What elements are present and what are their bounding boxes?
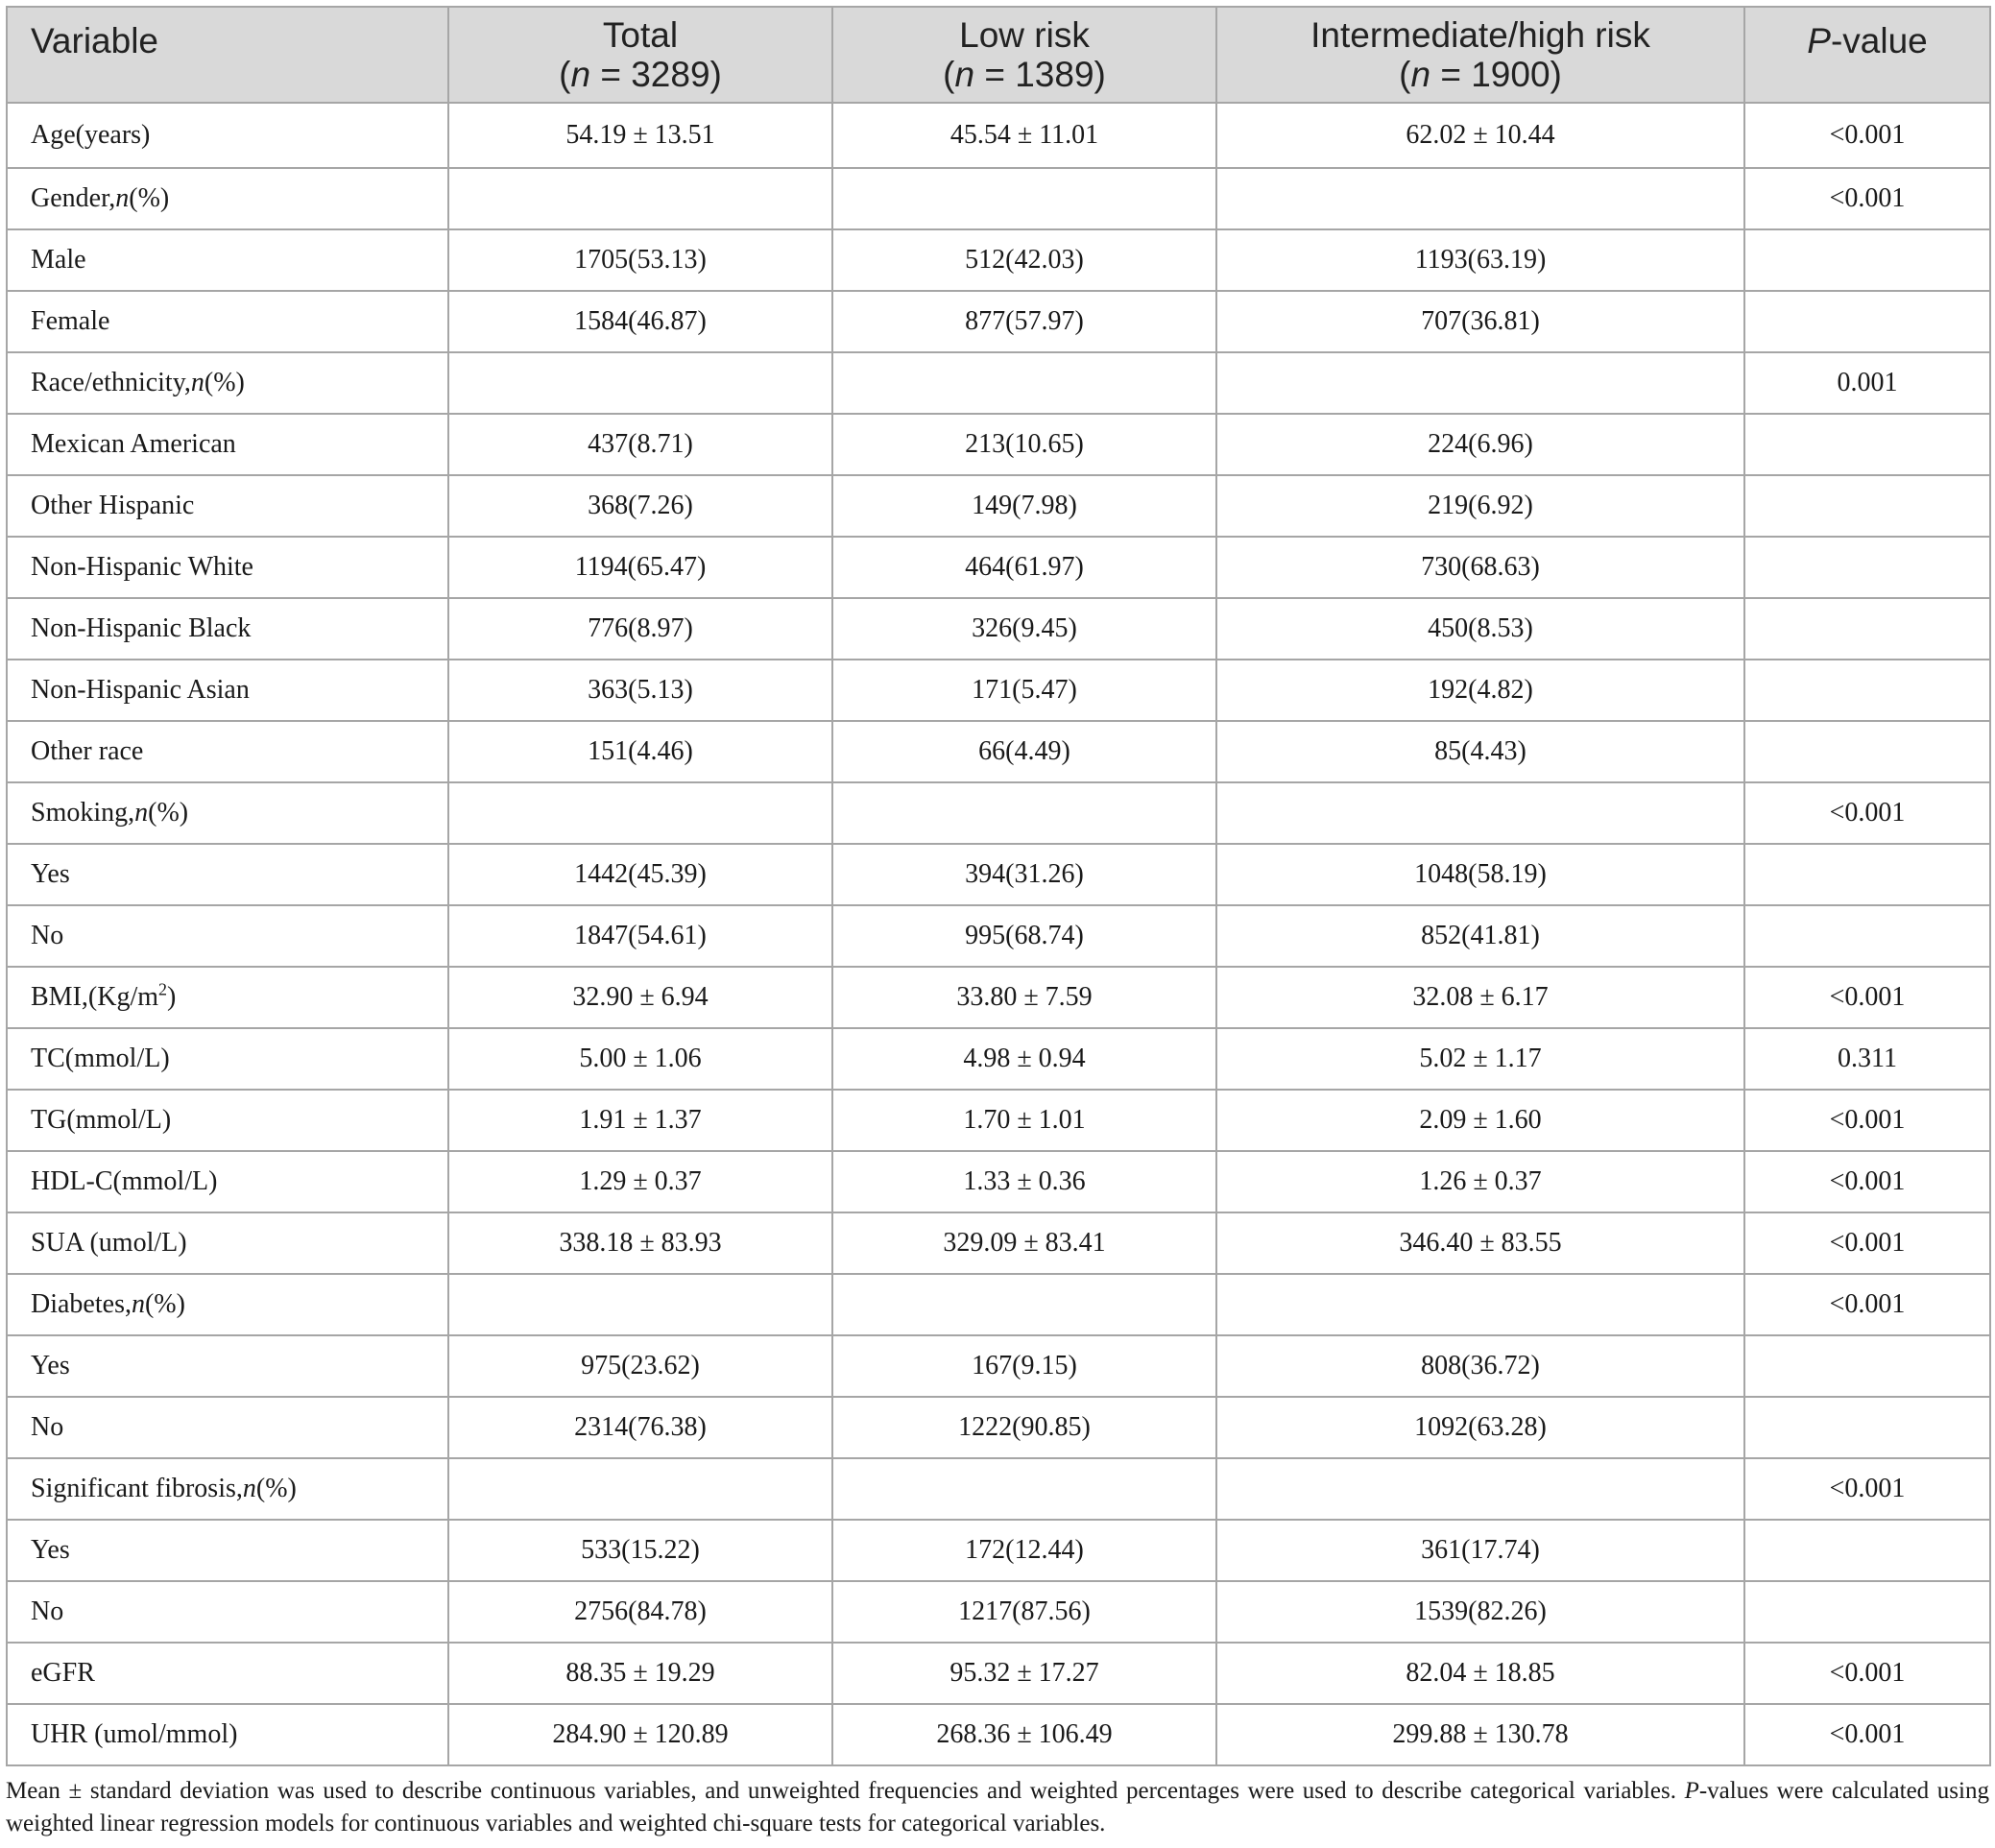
cell-p-value: <0.001 (1744, 1458, 1990, 1520)
row-label: Yes (7, 844, 448, 905)
row-label: No (7, 1581, 448, 1643)
table-footnote: Mean ± standard deviation was used to describe continuous variables, and unweighted frequencies and weighted percentages were used to describe categorical variables. P-values were calculated using weighted linear regression models for continuous variables and weighted chi-square tests for categorical variables. (6, 1778, 1989, 1836)
cell-intermediate-high-risk: 1.26 ± 0.37 (1216, 1151, 1744, 1212)
table-row (7, 1151, 1990, 1212)
row-label: Other Hispanic (7, 475, 448, 537)
cell-intermediate-high-risk: 5.02 ± 1.17 (1216, 1028, 1744, 1090)
row-label: Other race (7, 721, 448, 782)
table-row (7, 598, 1990, 660)
baseline-characteristics-table (6, 6, 1991, 1766)
row-label: Race/ethnicity,n(%) (7, 352, 448, 414)
cell-low-risk: 45.54 ± 11.01 (832, 103, 1216, 168)
cell-intermediate-high-risk: 1193(63.19) (1216, 229, 1744, 291)
table-row (7, 1704, 1990, 1765)
table-row (7, 721, 1990, 782)
cell-intermediate-high-risk: 808(36.72) (1216, 1335, 1744, 1397)
cell-total: 776(8.97) (448, 598, 832, 660)
cell-low-risk (832, 1274, 1216, 1335)
row-label: No (7, 1397, 448, 1458)
header-intermediate-high-risk: Intermediate/high risk (n = 1900) (1216, 7, 1744, 103)
cell-intermediate-high-risk: 219(6.92) (1216, 475, 1744, 537)
table-body (7, 103, 1990, 1765)
cell-total: 975(23.62) (448, 1335, 832, 1397)
cell-low-risk: 268.36 ± 106.49 (832, 1704, 1216, 1765)
cell-intermediate-high-risk: 85(4.43) (1216, 721, 1744, 782)
cell-low-risk: 4.98 ± 0.94 (832, 1028, 1216, 1090)
cell-p-value (1744, 537, 1990, 598)
cell-total: 437(8.71) (448, 414, 832, 475)
cell-total: 2756(84.78) (448, 1581, 832, 1643)
row-label: Gender,n(%) (7, 168, 448, 229)
table-row (7, 291, 1990, 352)
cell-low-risk: 1.33 ± 0.36 (832, 1151, 1216, 1212)
cell-intermediate-high-risk (1216, 782, 1744, 844)
cell-intermediate-high-risk: 730(68.63) (1216, 537, 1744, 598)
cell-low-risk (832, 168, 1216, 229)
row-label: Yes (7, 1335, 448, 1397)
row-label: TC(mmol/L) (7, 1028, 448, 1090)
row-label: Diabetes,n(%) (7, 1274, 448, 1335)
cell-p-value (1744, 414, 1990, 475)
cell-total (448, 352, 832, 414)
row-label: Smoking,n(%) (7, 782, 448, 844)
header-variable: Variable (7, 7, 448, 103)
cell-low-risk: 512(42.03) (832, 229, 1216, 291)
cell-low-risk: 171(5.47) (832, 660, 1216, 721)
row-label: Yes (7, 1520, 448, 1581)
cell-intermediate-high-risk: 361(17.74) (1216, 1520, 1744, 1581)
cell-low-risk: 66(4.49) (832, 721, 1216, 782)
cell-low-risk: 1217(87.56) (832, 1581, 1216, 1643)
cell-low-risk: 172(12.44) (832, 1520, 1216, 1581)
cell-intermediate-high-risk: 62.02 ± 10.44 (1216, 103, 1744, 168)
cell-p-value (1744, 1520, 1990, 1581)
cell-intermediate-high-risk: 192(4.82) (1216, 660, 1744, 721)
cell-total: 368(7.26) (448, 475, 832, 537)
row-label: Non-Hispanic Black (7, 598, 448, 660)
cell-total: 1847(54.61) (448, 905, 832, 967)
cell-intermediate-high-risk (1216, 352, 1744, 414)
cell-total: 1442(45.39) (448, 844, 832, 905)
table-row (7, 1028, 1990, 1090)
cell-p-value (1744, 475, 1990, 537)
cell-intermediate-high-risk (1216, 168, 1744, 229)
cell-p-value: <0.001 (1744, 1090, 1990, 1151)
table-row (7, 905, 1990, 967)
cell-low-risk: 213(10.65) (832, 414, 1216, 475)
table-row (7, 475, 1990, 537)
cell-intermediate-high-risk: 852(41.81) (1216, 905, 1744, 967)
header-row (7, 7, 1990, 103)
cell-low-risk: 326(9.45) (832, 598, 1216, 660)
cell-low-risk: 167(9.15) (832, 1335, 1216, 1397)
header-p-value: P-value (1744, 7, 1990, 103)
header-low-risk: Low risk (n = 1389) (832, 7, 1216, 103)
cell-low-risk: 329.09 ± 83.41 (832, 1212, 1216, 1274)
cell-total: 151(4.46) (448, 721, 832, 782)
row-label: Significant fibrosis,n(%) (7, 1458, 448, 1520)
cell-low-risk: 95.32 ± 17.27 (832, 1643, 1216, 1704)
table-row (7, 967, 1990, 1028)
table-row (7, 1212, 1990, 1274)
row-label: Age(years) (7, 103, 448, 168)
cell-low-risk (832, 1458, 1216, 1520)
cell-intermediate-high-risk: 224(6.96) (1216, 414, 1744, 475)
row-label: No (7, 905, 448, 967)
cell-p-value (1744, 905, 1990, 967)
cell-p-value (1744, 229, 1990, 291)
cell-p-value: 0.311 (1744, 1028, 1990, 1090)
cell-total: 1194(65.47) (448, 537, 832, 598)
cell-total: 1705(53.13) (448, 229, 832, 291)
cell-p-value (1744, 1335, 1990, 1397)
table-row (7, 1397, 1990, 1458)
row-label: Mexican American (7, 414, 448, 475)
cell-total (448, 782, 832, 844)
cell-low-risk (832, 782, 1216, 844)
cell-total: 338.18 ± 83.93 (448, 1212, 832, 1274)
cell-total: 1.29 ± 0.37 (448, 1151, 832, 1212)
cell-low-risk: 149(7.98) (832, 475, 1216, 537)
cell-p-value (1744, 721, 1990, 782)
cell-p-value: <0.001 (1744, 1643, 1990, 1704)
row-label: Female (7, 291, 448, 352)
table-row (7, 844, 1990, 905)
cell-p-value (1744, 1397, 1990, 1458)
cell-p-value: <0.001 (1744, 1151, 1990, 1212)
cell-low-risk: 1.70 ± 1.01 (832, 1090, 1216, 1151)
cell-total (448, 1458, 832, 1520)
table-row (7, 1581, 1990, 1643)
cell-total (448, 168, 832, 229)
cell-low-risk: 1222(90.85) (832, 1397, 1216, 1458)
table-row (7, 1335, 1990, 1397)
cell-p-value: <0.001 (1744, 103, 1990, 168)
cell-p-value: <0.001 (1744, 1212, 1990, 1274)
table-row (7, 103, 1990, 168)
cell-total: 2314(76.38) (448, 1397, 832, 1458)
cell-p-value (1744, 660, 1990, 721)
cell-p-value: <0.001 (1744, 1704, 1990, 1765)
row-label: $BMI,(Kg/m^2)$ (7, 967, 448, 1028)
cell-low-risk (832, 352, 1216, 414)
cell-total: 1.91 ± 1.37 (448, 1090, 832, 1151)
cell-low-risk: 394(31.26) (832, 844, 1216, 905)
table-row (7, 352, 1990, 414)
row-label: HDL-C(mmol/L) (7, 1151, 448, 1212)
row-label: Non-Hispanic White (7, 537, 448, 598)
cell-total: 5.00 ± 1.06 (448, 1028, 832, 1090)
table-row (7, 229, 1990, 291)
cell-intermediate-high-risk: 82.04 ± 18.85 (1216, 1643, 1744, 1704)
table-row (7, 1090, 1990, 1151)
table-row (7, 1520, 1990, 1581)
cell-total: 363(5.13) (448, 660, 832, 721)
cell-intermediate-high-risk (1216, 1274, 1744, 1335)
row-label: Male (7, 229, 448, 291)
cell-p-value: <0.001 (1744, 967, 1990, 1028)
cell-total: 88.35 ± 19.29 (448, 1643, 832, 1704)
table-row (7, 1458, 1990, 1520)
table-row (7, 782, 1990, 844)
cell-p-value: <0.001 (1744, 782, 1990, 844)
cell-intermediate-high-risk: 346.40 ± 83.55 (1216, 1212, 1744, 1274)
table-row (7, 1643, 1990, 1704)
cell-intermediate-high-risk: 707(36.81) (1216, 291, 1744, 352)
table-row (7, 414, 1990, 475)
row-label: UHR (umol/mmol) (7, 1704, 448, 1765)
cell-total (448, 1274, 832, 1335)
cell-low-risk: 995(68.74) (832, 905, 1216, 967)
cell-intermediate-high-risk: 450(8.53) (1216, 598, 1744, 660)
table-row (7, 168, 1990, 229)
cell-intermediate-high-risk (1216, 1458, 1744, 1520)
row-label: eGFR (7, 1643, 448, 1704)
row-label: SUA (umol/L) (7, 1212, 448, 1274)
cell-intermediate-high-risk: 2.09 ± 1.60 (1216, 1090, 1744, 1151)
cell-p-value: 0.001 (1744, 352, 1990, 414)
cell-total: 533(15.22) (448, 1520, 832, 1581)
cell-low-risk: 33.80 ± 7.59 (832, 967, 1216, 1028)
cell-p-value (1744, 1581, 1990, 1643)
cell-p-value (1744, 291, 1990, 352)
cell-intermediate-high-risk: 1539(82.26) (1216, 1581, 1744, 1643)
table-row (7, 660, 1990, 721)
table-row (7, 1274, 1990, 1335)
header-total: Total (n = 3289) (448, 7, 832, 103)
cell-total: 284.90 ± 120.89 (448, 1704, 832, 1765)
table-container (6, 6, 1989, 1766)
cell-p-value (1744, 844, 1990, 905)
cell-total: 32.90 ± 6.94 (448, 967, 832, 1028)
row-label: Non-Hispanic Asian (7, 660, 448, 721)
cell-p-value (1744, 598, 1990, 660)
cell-intermediate-high-risk: 1048(58.19) (1216, 844, 1744, 905)
cell-intermediate-high-risk: 299.88 ± 130.78 (1216, 1704, 1744, 1765)
cell-low-risk: 877(57.97) (832, 291, 1216, 352)
cell-low-risk: 464(61.97) (832, 537, 1216, 598)
row-label: TG(mmol/L) (7, 1090, 448, 1151)
cell-intermediate-high-risk: 1092(63.28) (1216, 1397, 1744, 1458)
table-row (7, 537, 1990, 598)
cell-p-value: <0.001 (1744, 1274, 1990, 1335)
cell-p-value: <0.001 (1744, 168, 1990, 229)
cell-total: 54.19 ± 13.51 (448, 103, 832, 168)
cell-total: 1584(46.87) (448, 291, 832, 352)
cell-intermediate-high-risk: 32.08 ± 6.17 (1216, 967, 1744, 1028)
